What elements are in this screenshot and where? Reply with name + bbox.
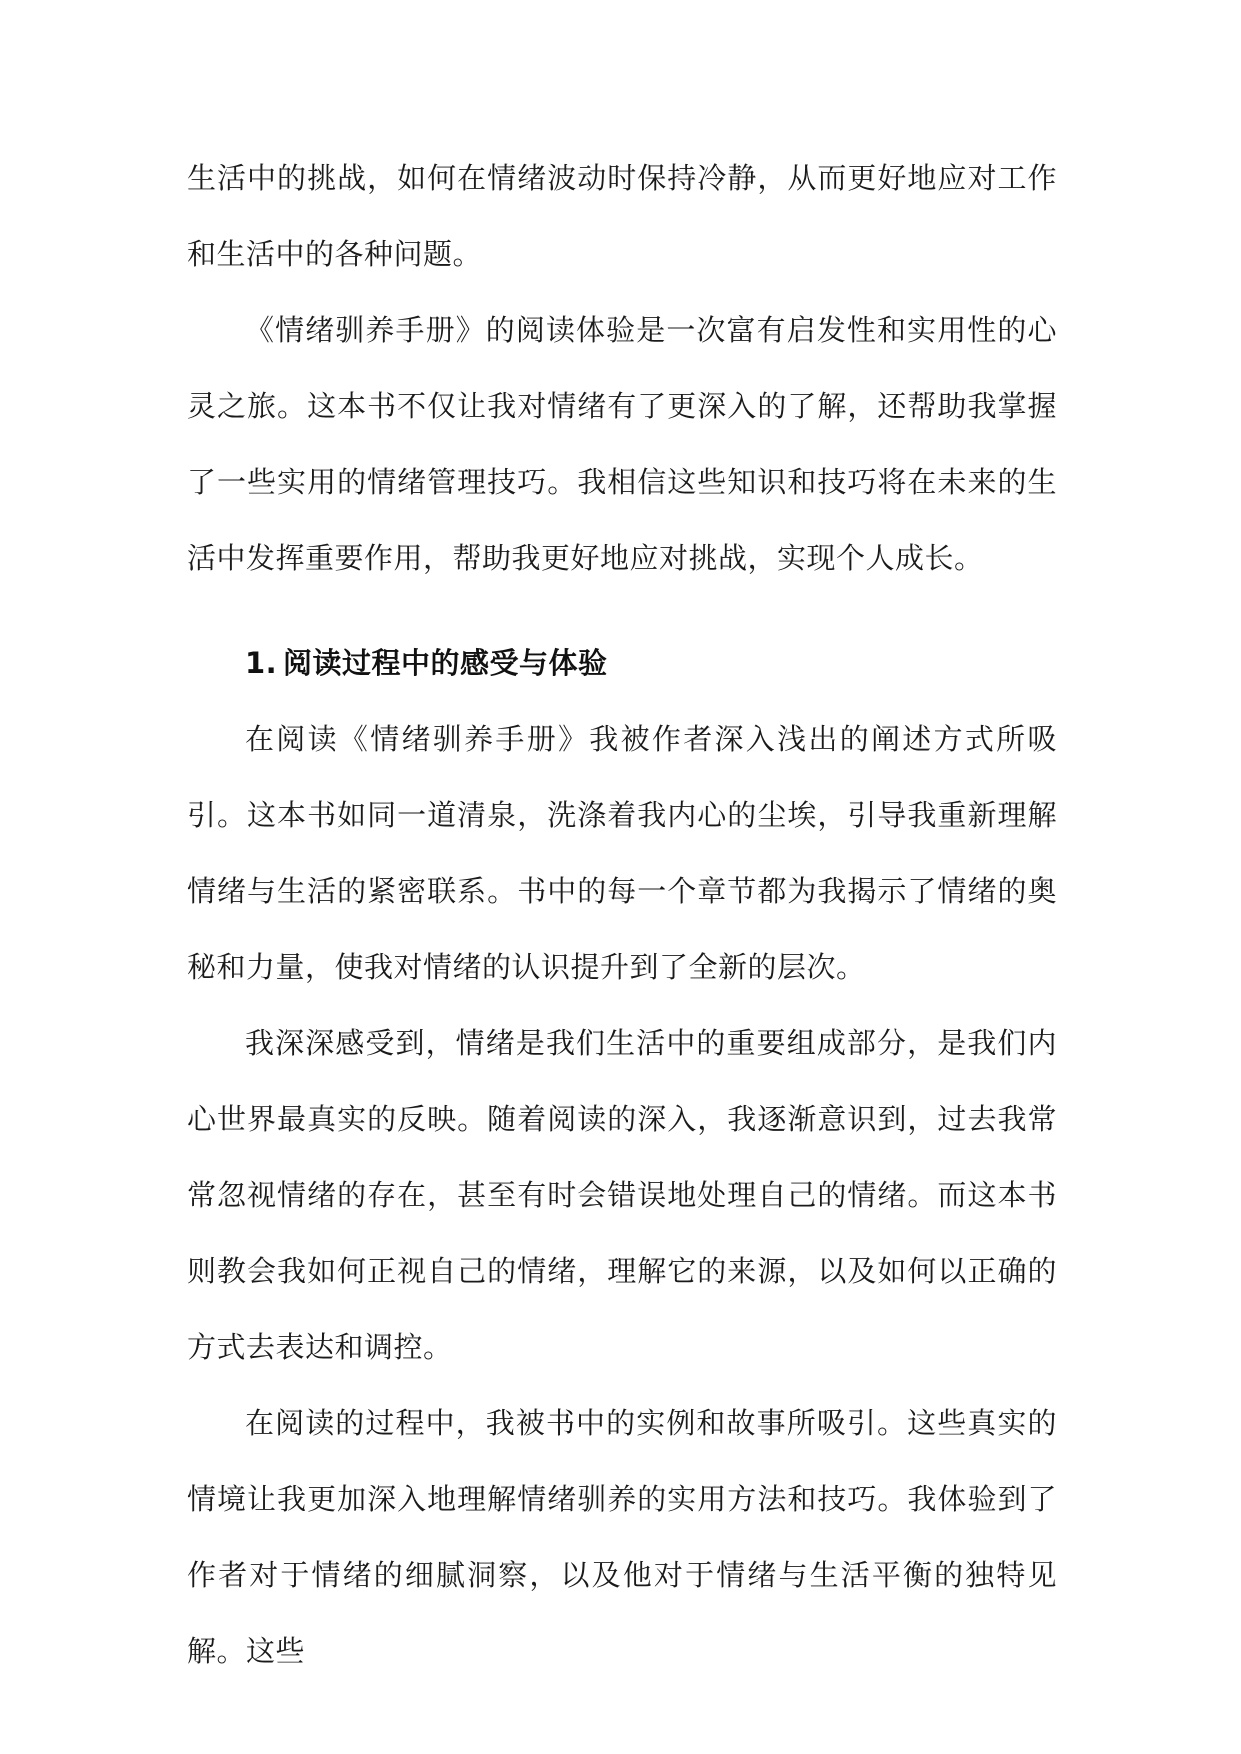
paragraph-feelings: 我深深感受到，情绪是我们生活中的重要组成部分，是我们内心世界最真实的反映。随着阅读的深入，我逐渐意识到，过去我常常忽视情绪的存在，甚至有时会错误地处理自己的情绪。而这本书则教会我如何正视自己的情绪，理解它的来源，以及如何以正确的方式去表达和调控。 [187,1026,1057,1364]
section-title: 阅读过程中的感受与体验 [283,646,608,680]
paragraph-continued: 生活中的挑战，如何在情绪波动时保持冷静，从而更好地应对工作和生活中的各种问题。 [187,161,1057,271]
paragraph-reading-summary: 《情绪驯养手册》的阅读体验是一次富有启发性和实用性的心灵之旅。这本书不仅让我对情绪有了更深入的了解，还帮助我掌握了一些实用的情绪管理技巧。我相信这些知识和技巧将在未来的生活中发挥重要作用，帮助我更好地应对挑战，实现个人成长。 [187,313,1057,575]
document-body [187,140,1057,1689]
paragraph-attraction: 在阅读《情绪驯养手册》我被作者深入浅出的阐述方式所吸引。这本书如同一道清泉，洗涤着我内心的尘埃，引导我重新理解情绪与生活的紧密联系。书中的每一个章节都为我揭示了情绪的奥秘和力量，使我对情绪的认识提升到了全新的层次。 [187,722,1057,984]
section-number: 1. [245,646,278,680]
paragraph-examples: 在阅读的过程中，我被书中的实例和故事所吸引。这些真实的情境让我更加深入地理解情绪驯养的实用方法和技巧。我体验到了作者对于情绪的细腻洞察，以及他对于情绪与生活平衡的独特见解。这些 [187,1406,1057,1668]
section-heading [187,625,1057,701]
